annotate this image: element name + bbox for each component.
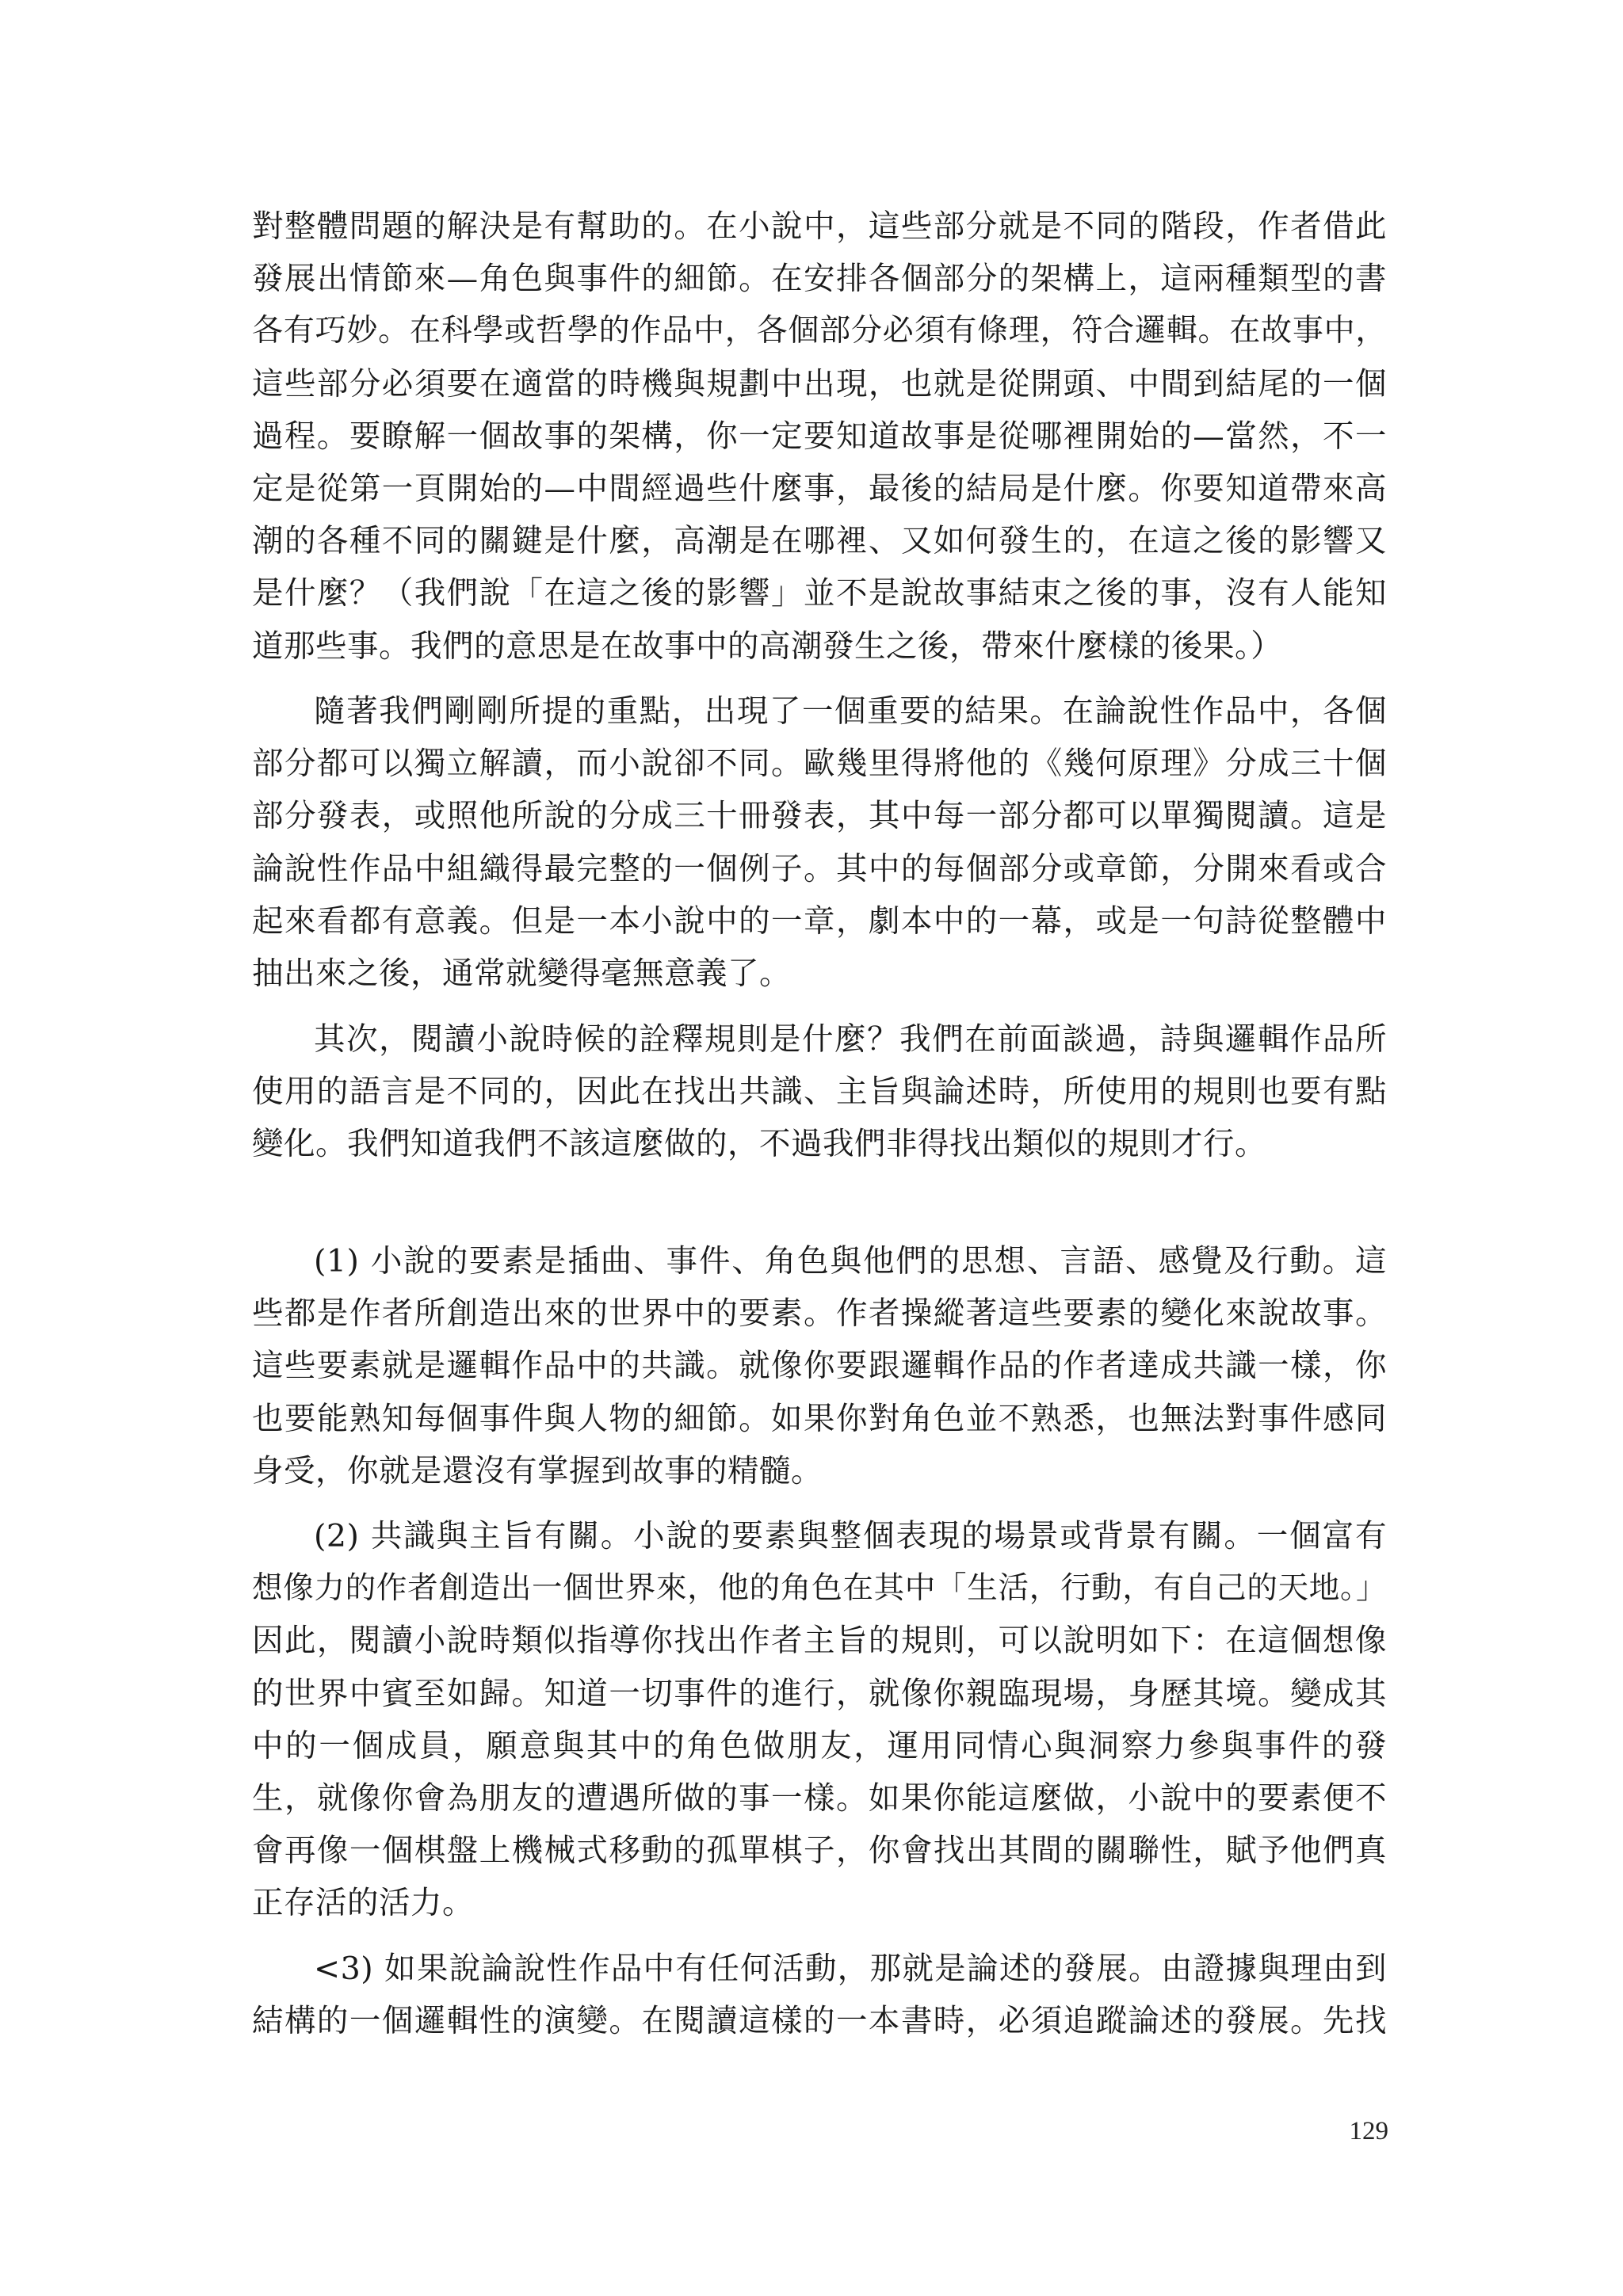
text-line: 定是從第一頁開始的—中間經過些什麼事，最後的結局是什麼。你要知道帶來高	[252, 470, 1387, 507]
text-line: <3) 如果說論說性作品中有任何活動，那就是論述的發展。由證據與理由到	[314, 1951, 1387, 1987]
text-line: 道那些事。我們的意思是在故事中的高潮發生之後，帶來什麼樣的後果。）	[252, 627, 1283, 665]
text-line: 也要能熟知每個事件與人物的細節。如果你對角色並不熟悉，也無法對事件感同	[252, 1400, 1387, 1437]
text-line: 正存活的活力。	[252, 1885, 474, 1922]
text-line: 發展出情節來—角色與事件的細節。在安排各個部分的架構上，這兩種類型的書	[252, 261, 1387, 298]
text-line: 潮的各種不同的關鍵是什麼，高潮是在哪裡、又如何發生的，在這之後的影響又	[252, 523, 1387, 560]
text-line: 抽出來之後，通常就變得毫無意義了。	[252, 955, 791, 992]
text-line: 結構的一個邏輯性的演變。在閱讀這樣的一本書時，必須追蹤論述的發展。先找	[252, 2003, 1387, 2040]
text-line: 這些要素就是邏輯作品中的共識。就像你要跟邏輯作品的作者達成共識一樣，你	[252, 1348, 1387, 1385]
text-line: 中的一個成員，願意與其中的角色做朋友，運用同情心與洞察力參與事件的發	[252, 1727, 1387, 1764]
paragraph-rule-2	[252, 1510, 1387, 1930]
text-line: 變化。我們知道我們不該這麼做的，不過我們非得找出類似的規則才行。	[252, 1126, 1266, 1163]
text-line: 是什麼？（我們說「在這之後的影響」並不是說故事結束之後的事，沒有人能知	[252, 575, 1387, 612]
text-line: 論說性作品中組織得最完整的一個例子。其中的每個部分或章節，分開來看或合	[252, 850, 1387, 887]
paragraph-story-structure	[252, 200, 1387, 673]
text-line: 想像力的作者創造出一個世界來，他的角色在其中「生活，行動，有自己的天地。」	[252, 1570, 1387, 1607]
text-line: 身受，你就是還沒有掌握到故事的精髓。	[252, 1452, 823, 1489]
text-line: (2) 共識與主旨有關。小說的要素與整個表現的場景或背景有關。一個富有	[314, 1518, 1387, 1554]
text-line: (1) 小說的要素是插曲、事件、角色與他們的思想、言語、感覺及行動。這	[314, 1243, 1387, 1280]
text-line: 這些部分必須要在適當的時機與規劃中出現，也就是從開頭、中間到結尾的一個	[252, 365, 1387, 402]
text-line: 會再像一個棋盤上機械式移動的孤單棋子，你會找出其間的關聯性，賦予他們真	[252, 1833, 1387, 1870]
paragraph-rule-1	[252, 1235, 1387, 1497]
text-line: 對整體問題的解決是有幫助的。在小說中，這些部分就是不同的階段，作者借此	[252, 208, 1387, 245]
text-line: 些都是作者所創造出來的世界中的要素。作者操縱著這些要素的變化來說故事。	[252, 1295, 1387, 1333]
text-line: 過程。要瞭解一個故事的架構，你一定要知道故事是從哪裡開始的—當然，不一	[252, 418, 1387, 455]
text-line: 隨著我們剛剛所提的重點，出現了一個重要的結果。在論說性作品中，各個	[314, 693, 1387, 730]
text-line: 因此，閱讀小說時類似指導你找出作者主旨的規則，可以說明如下：在這個想像	[252, 1623, 1387, 1660]
text-line: 部分發表，或照他所說的分成三十冊發表，其中每一部分都可以單獨閱讀。這是	[252, 798, 1387, 835]
text-line: 其次，閱讀小說時候的詮釋規則是什麼？我們在前面談過，詩與邏輯作品所	[314, 1021, 1387, 1058]
text-line: 各有巧妙。在科學或哲學的作品中，各個部分必須有條理，符合邏輯。在故事中，	[252, 313, 1387, 349]
paragraph-interpretation-rules	[252, 1013, 1387, 1171]
page-number: 129	[1349, 2117, 1388, 2145]
text-line: 生，就像你會為朋友的遭遇所做的事一樣。如果你能這麼做，小說中的要素便不	[252, 1779, 1387, 1817]
text-line: 起來看都有意義。但是一本小說中的一章，劇本中的一幕，或是一句詩從整體中	[252, 902, 1387, 940]
text-line: 部分都可以獨立解讀，而小說卻不同。歐幾里得將他的《幾何原理》分成三十個	[252, 746, 1387, 783]
paragraph-independent-parts	[252, 685, 1387, 1000]
paragraph-rule-3	[252, 1943, 1387, 2047]
text-line: 的世界中賓至如歸。知道一切事件的進行，就像你親臨現場，身歷其境。變成其	[252, 1675, 1387, 1712]
text-line: 使用的語言是不同的，因此在找出共識、主旨與論述時，所使用的規則也要有點	[252, 1074, 1387, 1111]
